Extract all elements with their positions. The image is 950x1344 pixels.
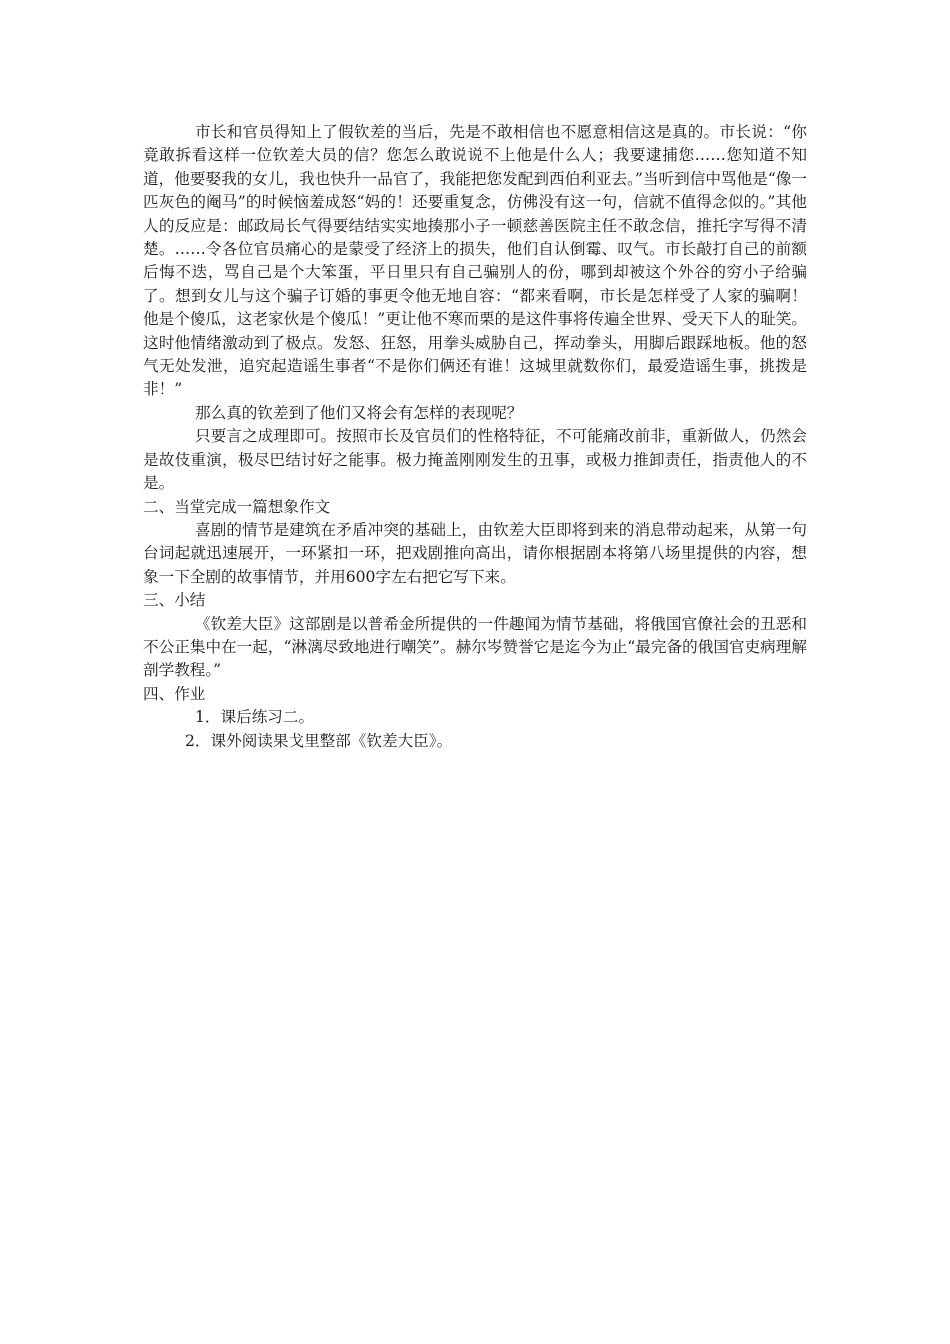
paragraph-summary: 《钦差大臣》这部剧是以普希金所提供的一件趣闻为情节基础，将俄国官僚社会的丑恶和不公正集中在一起，“淋漓尽致地进行嘲笑”。赫尔岑赞誉它是迄今为止“最完备的俄国官吏病理解剖学教程。” [143, 614, 807, 680]
paragraph-answer: 只要言之成理即可。按照市长及官员们的性格特征，不可能痛改前非，重新做人，仍然会是故伎重演，极尽巴结讨好之能事。极力掩盖刚刚发生的丑事，或极力推卸责任，指责他人的不是。 [143, 427, 807, 493]
paragraph-question: 那么真的钦差到了他们又将会有怎样的表现呢？ [195, 403, 523, 422]
section-heading-summary: 三、小结 [143, 591, 206, 610]
section-heading-imaginative-essay: 二、当堂完成一篇想象作文 [143, 497, 331, 516]
paragraph-officials-reaction: 市长和官员得知上了假钦差的当后，先是不敢相信也不愿意相信这是真的。市长说：“你竟敢拆看这样一位钦差大员的信？您怎么敢说说不上他是什么人；我要逮捕您……您知道不知道，他要娶我的女儿，我也快升一品官了，我能把您发配到西伯利亚去。”当听到信中骂他是“像一匹灰色的阉马”的时候恼羞成怒“妈的！还要重复念，仿佛没有这一句，信就不值得念似的。”其他人的反应是：邮政局长气得要结结实实地揍那小子一顿慈善医院主任不敢念信，推托字写得不清楚。……令各位官员痛心的是蒙受了经济上的损失，他们自认倒霉、叹气。市长敲打自己的前额后悔不迭，骂自己是个大笨蛋，平日里只有自己骗别人的份，哪到却被这个外谷的穷小子给骗了。想到女儿与这个骗子订婚的事更令他无地自容：“都来看啊，市长是怎样受了人家的骗啊！ 他是个傻瓜，这老家伙是个傻瓜！”更让他不寒而栗的是这件事将传遍全世界、受天下人的耻笑。这时他情绪激动到了极点。发怒、狂怒，用拳头威胁自己，挥动拳头，用脚后跟踩地板。他的怒气无处发泄，追究起造谣生事者“不是你们俩还有谁！这城里就数你们，最爱造谣生事，挑拨是非！” [143, 123, 823, 399]
document-page [143, 121, 823, 753]
homework-item-1: 1．课后练习二。 [195, 708, 315, 727]
homework-item-2: 2．课外阅读果戈里整部《钦差大臣》。 [185, 731, 453, 750]
section-heading-homework: 四、作业 [143, 684, 206, 703]
paragraph-essay-task: 喜剧的情节是建筑在矛盾冲突的基础上，由钦差大臣即将到来的消息带动起来，从第一句台词起就迅速展开，一环紧扣一环，把戏剧推向高出，请你根据剧本将第八场里提供的内容，想象一下全剧的故事情节，并用600字左右把它写下来。 [143, 520, 807, 586]
